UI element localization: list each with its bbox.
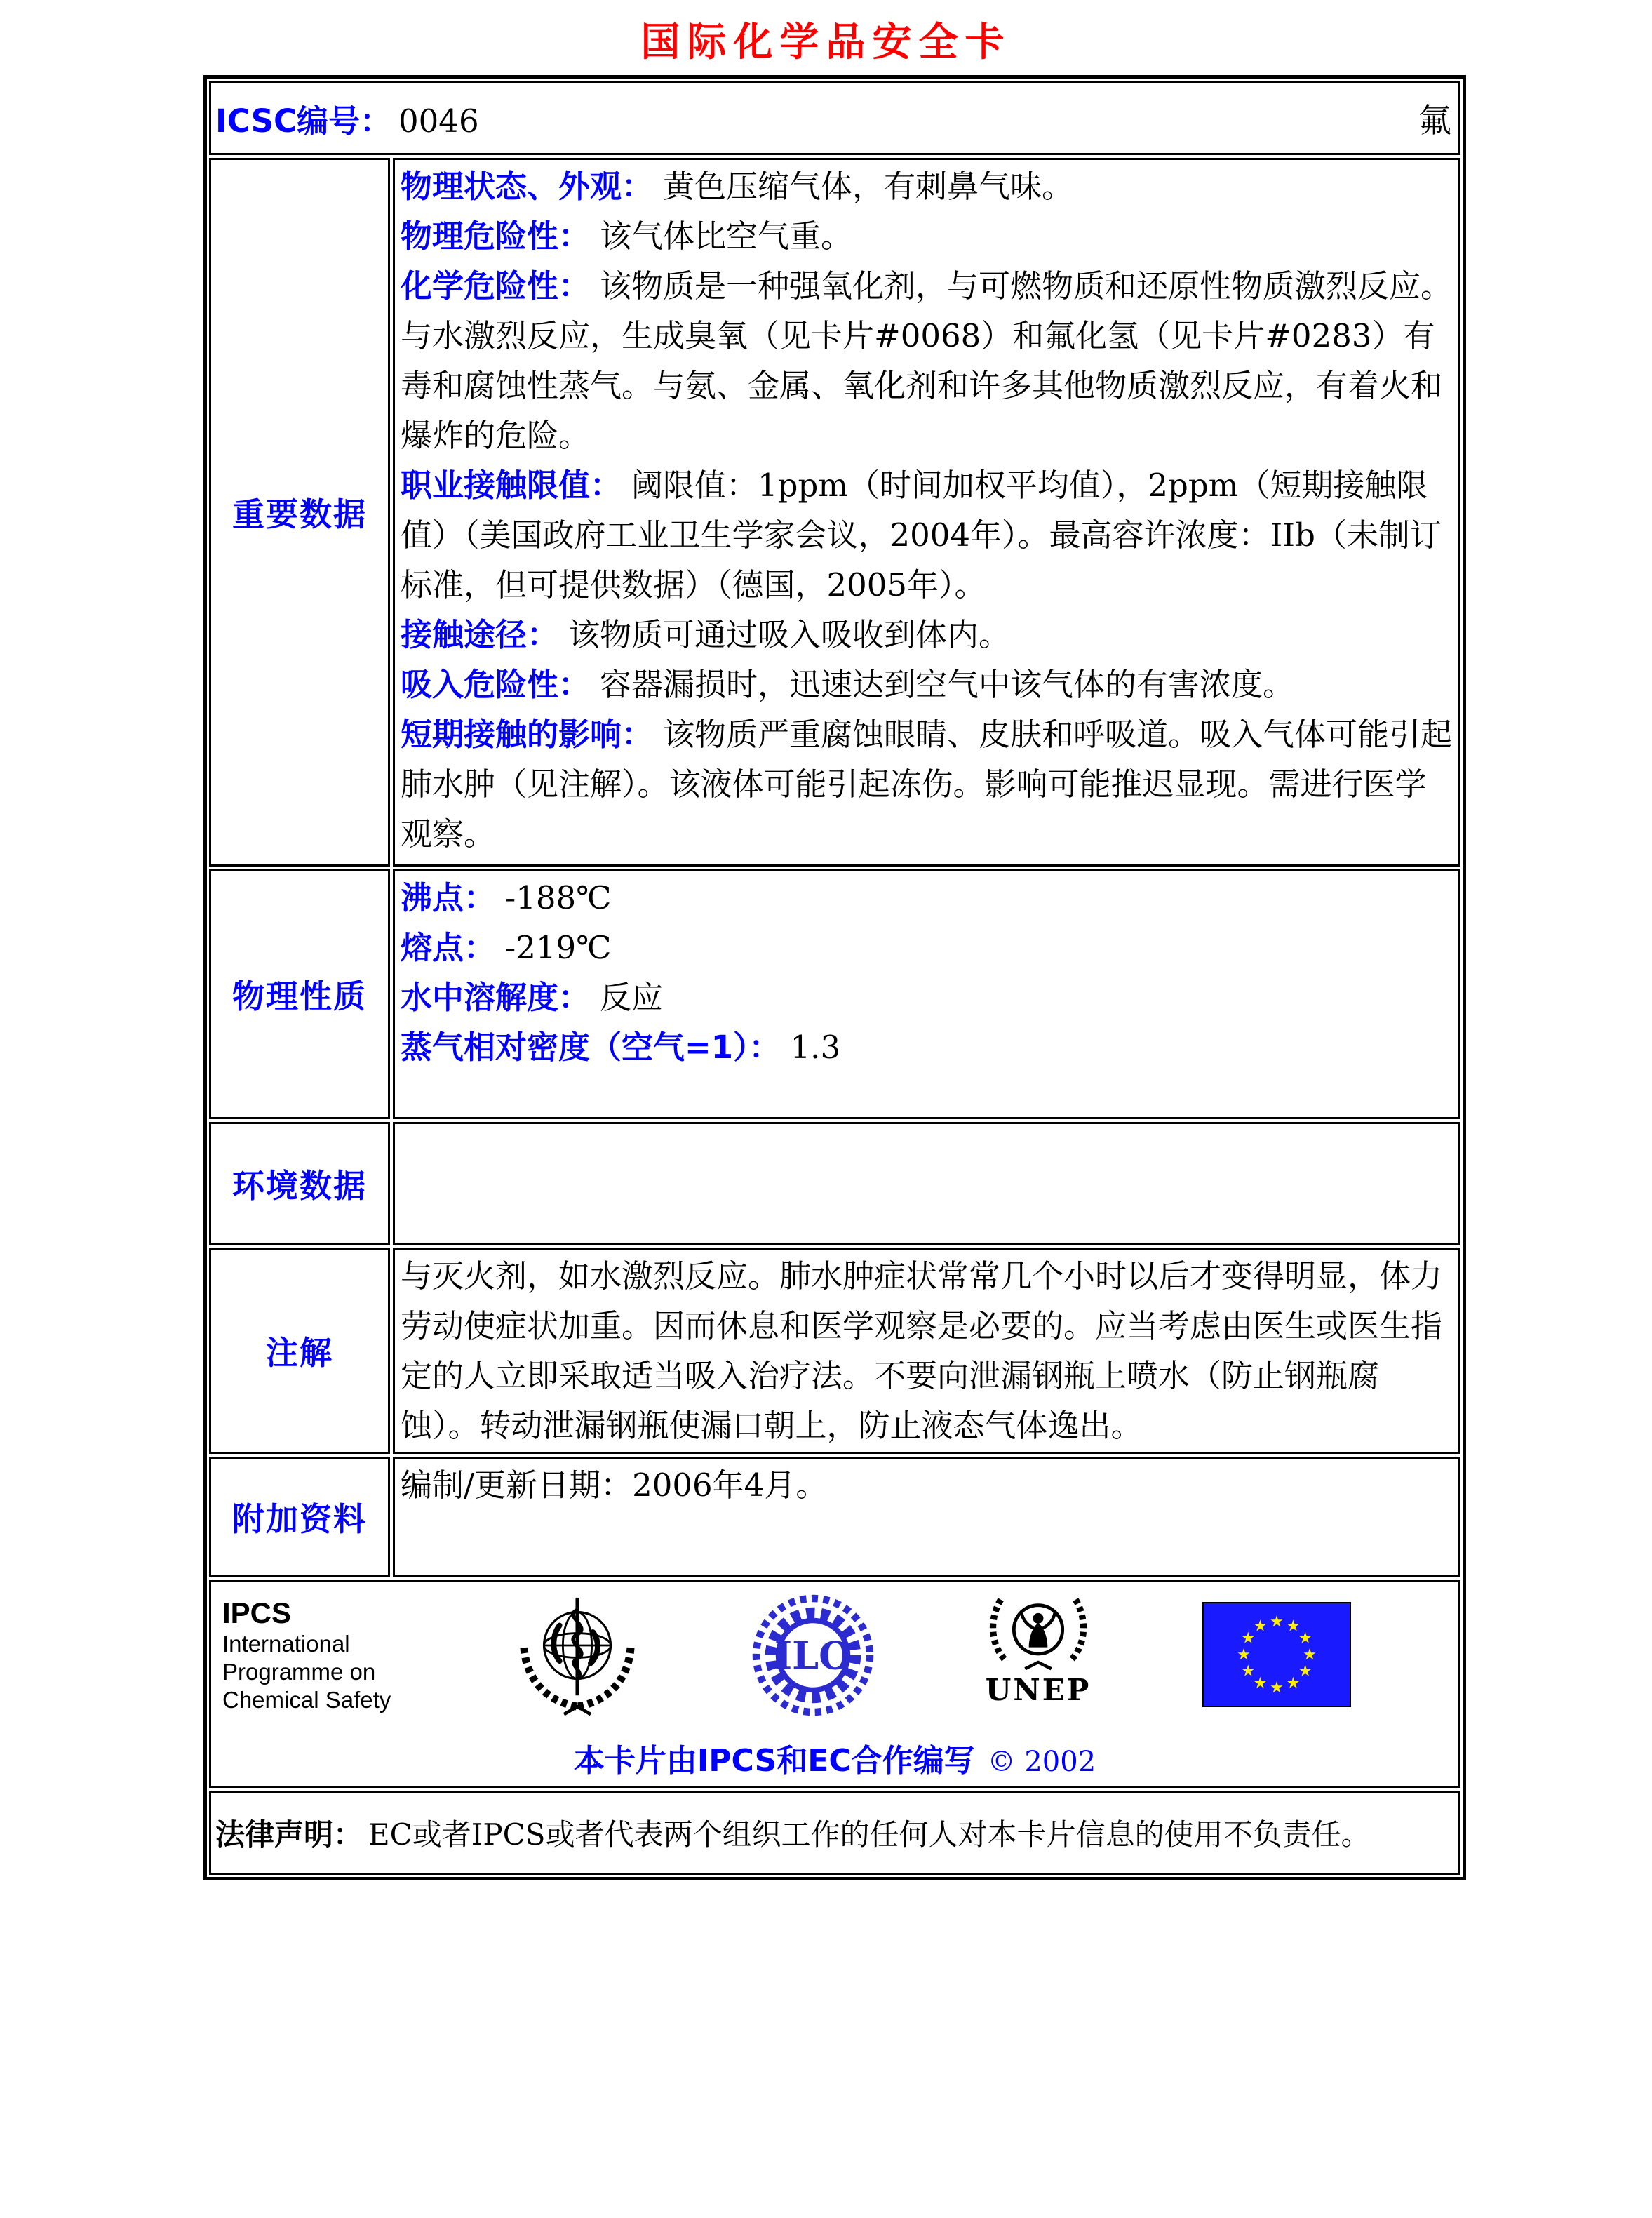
ilo-text: ILO — [774, 1633, 852, 1678]
field-update-date — [401, 1460, 1454, 1510]
field-text: 1.3 — [790, 1029, 841, 1066]
field-label: 物理状态、外观： — [401, 168, 654, 205]
field-label: 化学危险性： — [401, 267, 591, 305]
ipcs-block — [222, 1596, 405, 1714]
section-content-additional-information — [393, 1457, 1460, 1577]
icsc-number-label: ICSC编号： — [215, 102, 392, 140]
eu-flag — [1200, 1602, 1353, 1707]
section-label: 附加资料 — [232, 1500, 367, 1538]
section-label: 重要数据 — [232, 495, 367, 533]
field-notes-text — [401, 1251, 1454, 1450]
field-text: 该物质严重腐蚀眼睛、皮肤和呼吸道。吸入气体可能引起肺水肿（见注解）。该液体可能引起冻伤。影响可能推迟显现。需进行医学观察。 — [401, 716, 1453, 853]
field-text: 黄色压缩气体，有刺鼻气味。 — [663, 168, 1074, 205]
section-row-additional-information — [209, 1457, 1460, 1577]
ipcs-subtitle-line: Programme on — [222, 1659, 376, 1685]
field-label: 沸点： — [401, 879, 496, 916]
unep-logo — [982, 1592, 1094, 1706]
section-content-environmental-data — [393, 1122, 1460, 1245]
caption-text: 本卡片由IPCS和EC合作编写 — [573, 1743, 975, 1779]
page-title: 国际化学品安全卡 — [640, 19, 1012, 65]
field-exposure-routes — [401, 610, 1454, 660]
field-text: 反应 — [600, 979, 664, 1016]
ipcs-title: IPCS — [222, 1596, 292, 1629]
field-text: 该物质可通过吸入吸收到体内。 — [568, 616, 1011, 653]
legal-row — [209, 1791, 1460, 1875]
icsc-number-group — [215, 95, 479, 141]
legal-text: EC或者IPCS或者代表两个组织工作的任何人对本卡片信息的使用不负责任。 — [368, 1817, 1371, 1852]
logos-row — [209, 1580, 1460, 1788]
field-text: 与灭火剂，如水激烈反应。肺水肿症状常常几个小时以后才变得明显，体力劳动使症状加重。因而休息和医学观察是必要的。应当考虑由医生或医生指定的人立即采取适当吸入治疗法。不要向泄漏钢瓶上喷水（防止钢瓶腐蚀）。转动泄漏钢瓶使漏口朝上，防止液态气体逸出。 — [401, 1257, 1443, 1444]
field-label: 接触途径： — [401, 616, 559, 653]
section-label-cell-additional-information — [209, 1457, 390, 1577]
chemical-name: 氟 — [1418, 101, 1451, 140]
section-row-physical-properties — [209, 869, 1460, 1119]
field-melting-point — [401, 923, 1454, 973]
header-cell — [209, 81, 1460, 155]
section-row-notes — [209, 1248, 1460, 1454]
field-text: 该气体比空气重。 — [600, 218, 853, 255]
logos-cell — [209, 1580, 1460, 1788]
field-label: 蒸气相对密度（空气=1）： — [401, 1029, 781, 1066]
field-short-term-effects — [401, 709, 1454, 859]
field-label: 水中溶解度： — [401, 979, 591, 1016]
ipcs-subtitle-line: Chemical Safety — [222, 1687, 391, 1713]
section-label: 物理性质 — [232, 977, 367, 1015]
logos-strip — [211, 1589, 1458, 1725]
ipcs-subtitle-line: International — [222, 1631, 350, 1657]
field-text: 编制/更新日期：2006年4月。 — [401, 1467, 828, 1504]
icsc-number-value: 0046 — [398, 102, 479, 140]
ilo-logo — [750, 1592, 876, 1718]
field-text: 该物质是一种强氧化剂，与可燃物质和还原性物质激烈反应。与水激烈反应，生成臭氧（见卡片#0068）和氟化氢（见卡片#0283）有毒和腐蚀性蒸气。与氨、金属、氧化剂和许多其他物质激烈反应，有着火和爆炸的危险。 — [401, 267, 1453, 454]
eu-flag-wrap — [1200, 1602, 1353, 1707]
field-label: 吸入危险性： — [401, 666, 591, 703]
copyright-text: © 2002 — [987, 1746, 1096, 1778]
field-vapor-density — [401, 1022, 1454, 1072]
who-logo — [511, 1592, 644, 1725]
section-label-cell-notes — [209, 1248, 390, 1454]
section-row-important-data — [209, 158, 1460, 867]
section-row-environmental-data — [209, 1122, 1460, 1245]
section-content-notes — [393, 1248, 1460, 1454]
section-label-cell-environmental-data — [209, 1122, 390, 1245]
icsc-card-table — [203, 75, 1466, 1880]
section-label: 注解 — [266, 1334, 333, 1372]
field-label: 短期接触的影响： — [401, 716, 654, 753]
field-chemical-danger — [401, 261, 1454, 460]
legal-cell — [209, 1791, 1460, 1875]
field-boiling-point — [401, 873, 1454, 923]
legal-label: 法律声明： — [215, 1817, 363, 1852]
section-content-physical-properties — [393, 869, 1460, 1119]
header-row — [209, 81, 1460, 155]
unep-text: UNEP — [985, 1673, 1092, 1707]
card-caption — [211, 1735, 1458, 1780]
unep-emblem-icon — [982, 1592, 1094, 1676]
field-physical-danger — [401, 211, 1454, 261]
field-text: -188℃ — [505, 879, 612, 916]
section-content-important-data — [393, 158, 1460, 867]
field-label: 熔点： — [401, 929, 496, 966]
section-label: 环境数据 — [232, 1166, 367, 1205]
field-label: 物理危险性： — [401, 218, 591, 255]
field-text: 容器漏损时，迅速达到空气中该气体的有害浓度。 — [600, 666, 1295, 703]
section-label-cell-physical-properties — [209, 869, 390, 1119]
field-occupational-limits — [401, 460, 1454, 610]
field-water-solubility — [401, 973, 1454, 1022]
field-label: 职业接触限值： — [401, 467, 622, 504]
field-text: 阈限值：1ppm（时间加权平均值），2ppm（短期接触限值）（美国政府工业卫生学家会议，2004年）。最高容许浓度：IIb（未制订标准，但可提供数据）（德国，2005年）。 — [401, 467, 1442, 603]
section-label-cell-important-data — [209, 158, 390, 867]
field-inhalation-risk — [401, 660, 1454, 709]
field-physical-state — [401, 161, 1454, 211]
field-text: -219℃ — [505, 929, 612, 966]
